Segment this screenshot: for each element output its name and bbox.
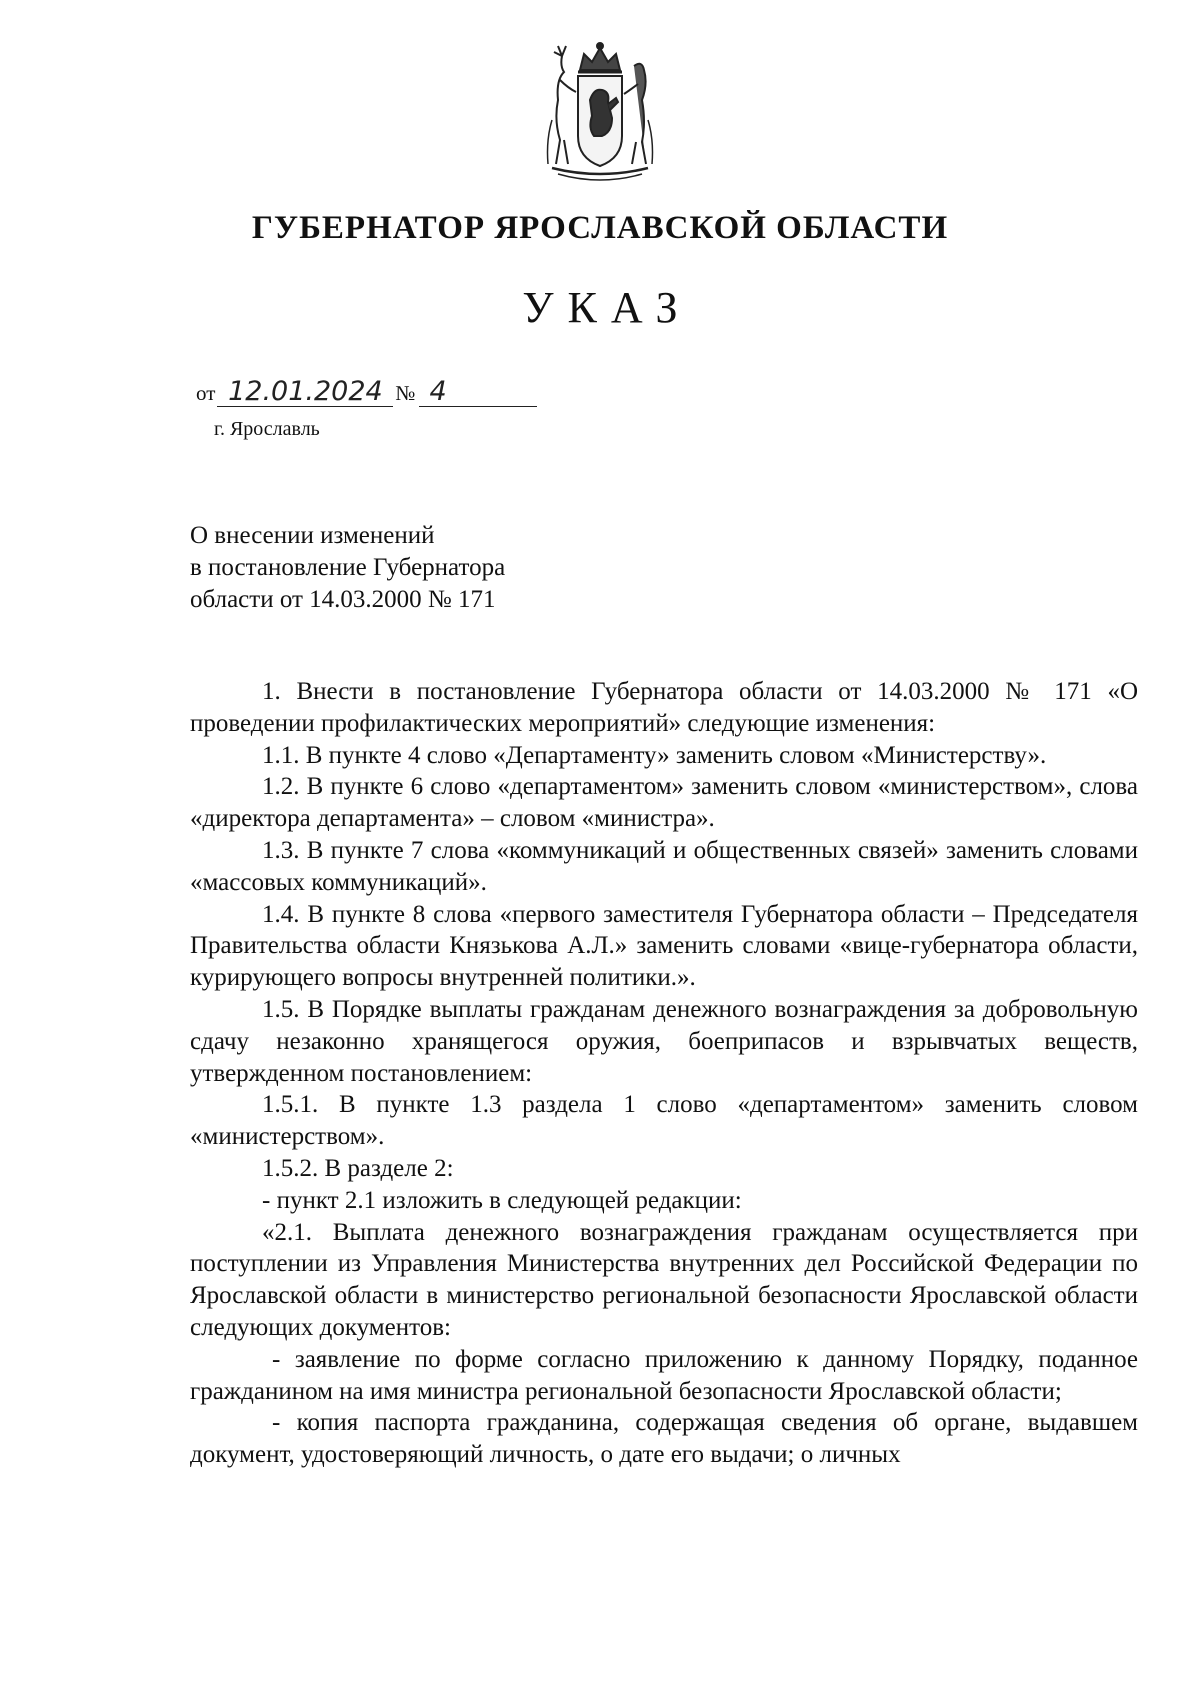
paragraph-1-5-2: 1.5.2. В разделе 2: <box>262 1154 454 1182</box>
issuer-title: ГУБЕРНАТОР ЯРОСЛАВСКОЙ ОБЛАСТИ <box>251 210 949 246</box>
subject-line: О внесении изменений <box>190 522 435 549</box>
document-subject <box>190 520 505 616</box>
document-type-title: УКАЗ <box>522 283 692 332</box>
paragraph-1-2: 1.2. В пункте 6 слово «департаментом» заменить словом «министерством», слова «директора департамента» – словом «министра». <box>190 773 1138 833</box>
subject-line: в постановление Губернатора <box>190 554 506 581</box>
document-body <box>190 676 1138 1471</box>
paragraph-1-4: 1.4. В пункте 8 слова «первого заместителя Губернатора области – Председателя Правительства области Князькова А.Л.» заменить словами «вице-губернатора области, курирующего вопросы внутренней политики.». <box>190 900 1138 992</box>
date-prefix: от <box>196 381 216 405</box>
paragraph-2-1-text: «2.1. Выплата денежного вознаграждения гражданам осуществляется при поступлении из Управления Министерства внутренних дел Российской Федерации по Ярославской области в министерство региональной безопасности Ярославской области следующих документов: <box>190 1218 1138 1341</box>
city-label: г. Ярославль <box>214 418 320 440</box>
paragraph-1-1: 1.1. В пункте 4 слово «Департаменту» заменить словом «Министерству». <box>262 741 1047 769</box>
handwritten-number: 4 <box>419 378 537 407</box>
number-prefix: № <box>395 381 416 405</box>
paragraph-1-3: 1.3. В пункте 7 слова «коммуникаций и общественных связей» заменить словами «массовых коммуникаций». <box>190 836 1138 896</box>
handwritten-date: 12.01.2024 <box>217 378 393 407</box>
paragraph-dash-2: - копия паспорта гражданина, содержащая сведения об органе, выдавшем документ, удостоверяющий личность, о дате его выдачи; о личных <box>190 1409 1138 1469</box>
paragraph-dash-1: - заявление по форме согласно приложению к данному Порядку, поданное гражданином на имя министра региональной безопасности Ярославской области; <box>190 1345 1138 1405</box>
paragraph-1-5-1: 1.5.1. В пункте 1.3 раздела 1 слово «департаментом» заменить словом «министерством». <box>190 1091 1138 1151</box>
subject-line: области от 14.03.2000 № 171 <box>190 586 496 613</box>
coat-of-arms-emblem <box>538 40 662 188</box>
paragraph-1-5: 1.5. В Порядке выплаты гражданам денежного вознаграждения за добровольную сдачу незаконно хранящегося оружия, боеприпасов и взрывчатых веществ, утвержденном постановлением: <box>190 995 1138 1087</box>
date-number-line <box>196 378 537 407</box>
paragraph-1: 1. Внести в постановление Губернатора области от 14.03.2000 № 171 «О проведении профилактических мероприятий» следующие изменения: <box>190 678 1138 737</box>
paragraph-item-2-1: - пункт 2.1 изложить в следующей редакции: <box>262 1186 742 1214</box>
